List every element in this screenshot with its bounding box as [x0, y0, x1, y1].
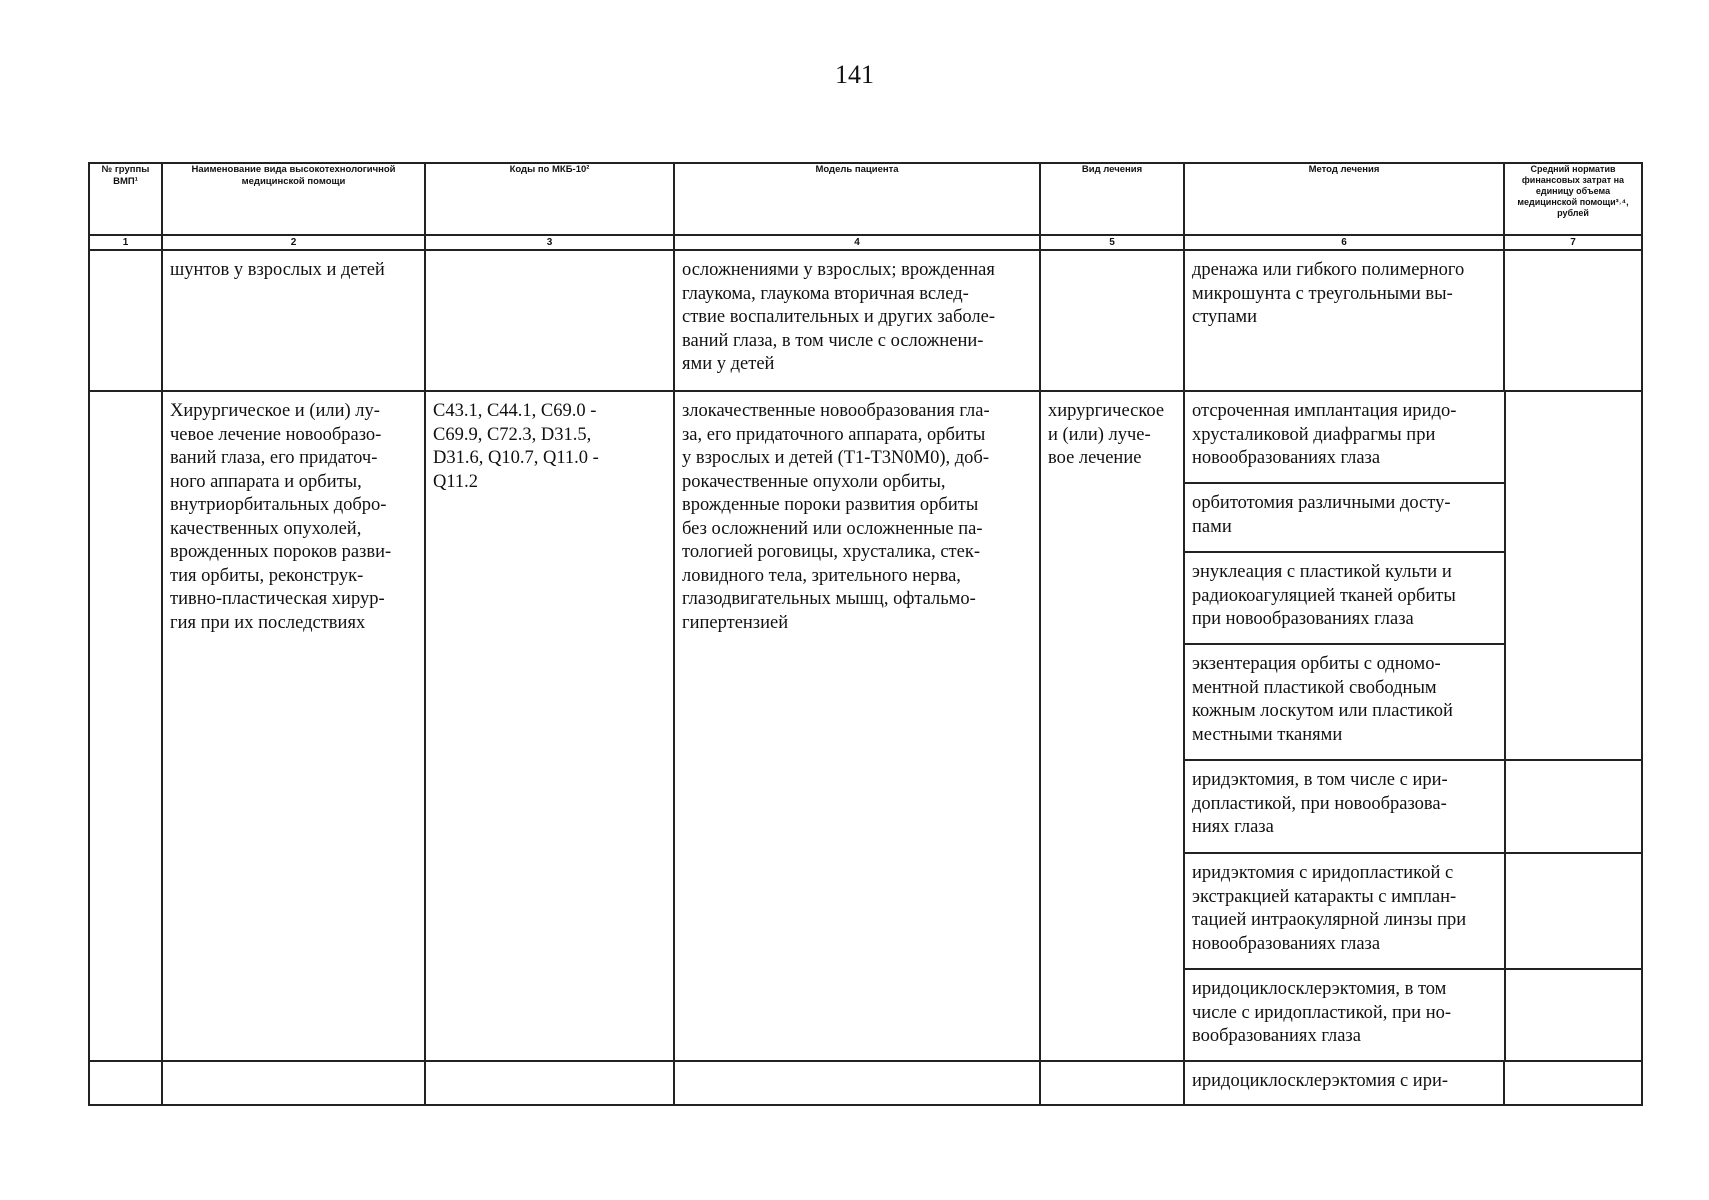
column-number-row — [89, 235, 1642, 250]
page-number: 141 — [835, 60, 874, 89]
care-type-cell: Хирургическое и (или) лу- чевое лечение новообразо- ваний глаза, его придаточ- ного аппарата и орбиты, внутриорбитальных добро- качественных опухолей, врожденных пороков разви- тия орбиты, реконструк- тивно-пластическая хирур- гия при их последствиях — [170, 401, 392, 633]
care-type-cell: шунтов у взрослых и детей — [170, 260, 385, 280]
header-icd-codes: Коды по МКБ-10² — [425, 163, 674, 235]
cost-cell — [1505, 251, 1641, 265]
method-item: иридоциклосклерэктомия, в том числе с иридопластикой, при но- вообразованиях глаза — [1192, 979, 1452, 1046]
table-row — [89, 391, 1642, 1061]
column-number: 1 — [89, 235, 162, 250]
header-group-number: № группы ВМП¹ — [89, 163, 162, 235]
column-number: 6 — [1184, 235, 1504, 250]
method-subtable — [1185, 392, 1643, 1060]
method-item: иридэктомия, в том числе с ири- допластикой, при новообразова- ниях глаза — [1192, 770, 1448, 837]
header-average-cost: Средний норматив финансовых затрат на единицу объема медицинской помощи³˒⁴, рублей — [1504, 163, 1642, 235]
method-item: отсроченная имплантация иридо- хрусталиковой диафрагмы при новообразованиях глаза — [1192, 401, 1457, 468]
header-care-type: Наименование вида высокотехнологичной медицинской помощи — [162, 163, 425, 235]
treatment-type-cell — [1041, 251, 1183, 265]
icd-codes-cell: C43.1, C44.1, C69.0 - C69.9, C72.3, D31.5, D31.6, Q10.7, Q11.0 - Q11.2 — [433, 401, 599, 492]
patient-model-cell: злокачественные новообразования гла- за, его придаточного аппарата, орбиты у взрослых и детей (T1-T3N0M0), доб- рокачественные опухоли орбиты, врожденные пороки развития орбиты без осложнений или осложненные па- тологией роговицы, хрусталика, стек- ловидного тела, зрительного нерва, глазодвигательных мышц, офтальмо- гипертензией — [682, 401, 990, 633]
group-cell — [90, 392, 161, 406]
method-item: иридэктомия с иридопластикой с экстракцией катаракты с имплан- тацией интраокулярной линзы при новообразованиях глаза — [1192, 863, 1467, 954]
method-item: экзентерация орбиты с одномо- ментной пластикой свободным кожным лоскутом или пластикой местными тканями — [1192, 654, 1453, 745]
column-number: 4 — [674, 235, 1040, 250]
cost-cell — [1506, 392, 1643, 406]
treatment-type-cell: хирургическое и (или) луче- вое лечение — [1048, 401, 1165, 468]
header-treatment-method: Метод лечения — [1184, 163, 1504, 235]
column-number: 5 — [1040, 235, 1184, 250]
column-number: 3 — [425, 235, 674, 250]
treatment-method-cell: иридоциклосклерэктомия с ири- — [1192, 1071, 1449, 1091]
header-row — [89, 163, 1642, 235]
header-patient-model: Модель пациента — [674, 163, 1040, 235]
patient-model-cell: осложнениями у взрослых; врожденная глаукома, глаукома вторичная вслед- ствие воспалительных и других заболе- ваний глаза, в том числе с осложнени- ями у детей — [682, 260, 995, 374]
column-number: 2 — [162, 235, 425, 250]
table-row — [89, 250, 1642, 391]
method-item: энуклеация с пластикой культи и радиокоагуляцией тканей орбиты при новообразованиях глаза — [1192, 562, 1456, 629]
treatment-method-cell: дренажа или гибкого полимерного микрошунта с треугольными вы- ступами — [1192, 260, 1465, 327]
header-treatment-type: Вид лечения — [1040, 163, 1184, 235]
group-cell — [90, 251, 161, 265]
icd-codes-cell — [426, 251, 673, 265]
table-row — [89, 1061, 1642, 1105]
method-item: орбитотомия различными досту- пами — [1192, 493, 1451, 537]
column-number: 7 — [1504, 235, 1642, 250]
vmp-table — [88, 162, 1643, 1106]
